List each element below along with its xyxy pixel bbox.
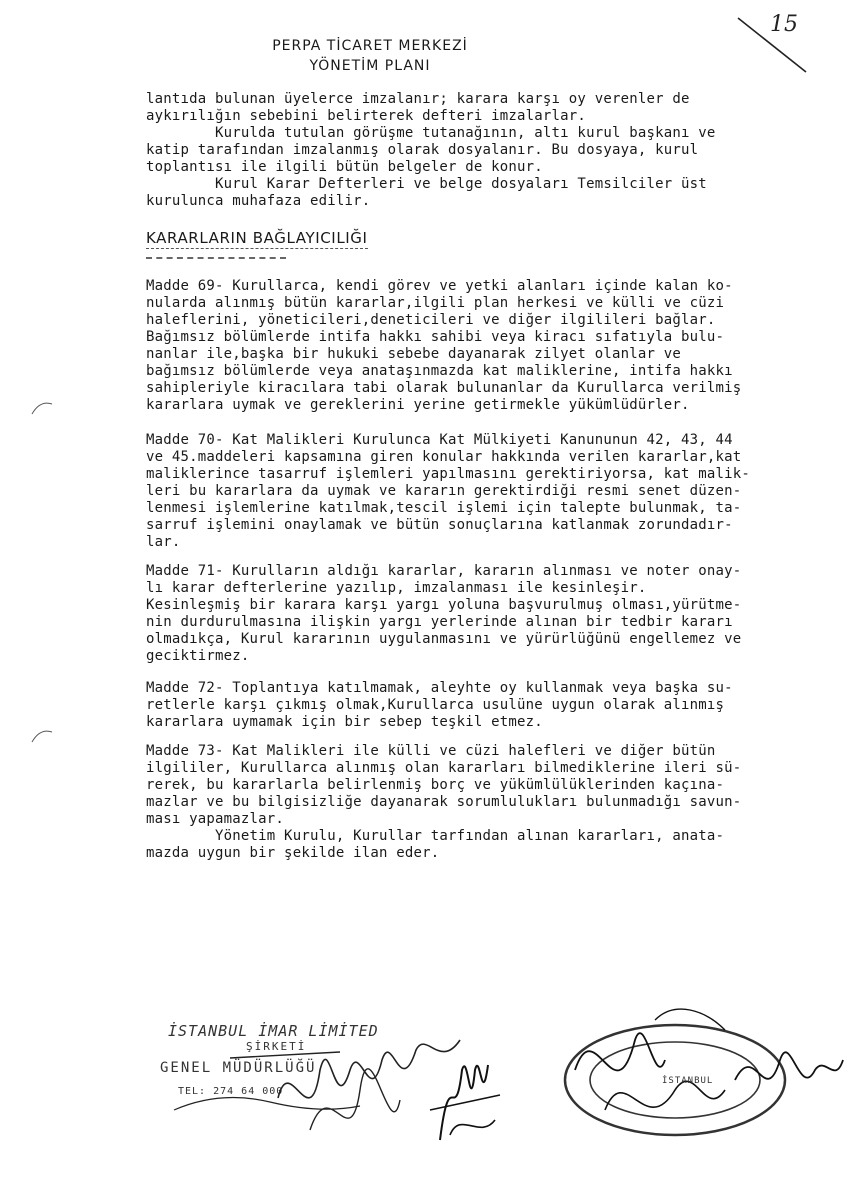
article-70: Madde 70- Kat Malikleri Kurulunca Kat Mülkiyeti Kanununun 42, 43, 44 ve 45.maddeleri kapsamına giren konular hakkında verilen kararlar,kat maliklerince tasarruf işlemleri yapılmasını gerektiriyorsa, kat malik- leri bu kararlara da uymak ve kararın gerektirdiği resmi senet düzen- lenmesi işlemlerine katılmak,tescil işlemi için talepte bulunmak, ta- sarruf işlemini onaylamak ve bütün sonuçlarına katlanmak zorundadır- lar. xyxy=(146,432,751,550)
document-header xyxy=(250,36,490,76)
stamp-line: GENEL MÜDÜRLÜĞÜ xyxy=(160,1060,317,1076)
punch-hole-mark xyxy=(30,726,54,746)
intro-paragraph: lantıda bulunan üyelerce imzalanır; karara karşı oy verenler de aykırılığın sebebini belirterek defteri imzalarlar. Kurulda tutulan görüşme tutanağının, altı kurul başkanı ve katip tarafından imzalanmış olarak dosyalanır. Bu dosyaya, kurul toplantısı ile ilgili bütün belgeler de konur. Kurul Karar Defterleri ve belge dosyaları Temsilciler üst kurulunca muhafaza edilir. xyxy=(146,91,716,209)
stamp-line: ŞİRKETİ xyxy=(246,1040,307,1053)
section-underline xyxy=(146,257,286,259)
header-subtitle: YÖNETİM PLANI xyxy=(309,58,431,74)
article-72: Madde 72- Toplantıya katılmamak, aleyhte oy kullanmak veya başka su- retlerle karşı çıkmış olmak,Kurullarca usulüne uygun olarak alınmış kararlara uymamak için bir sebep teşkil etmez. xyxy=(146,680,733,730)
header-title: PERPA TİCARET MERKEZİ xyxy=(272,38,468,54)
page-number: 15 xyxy=(770,12,798,37)
signature-middle xyxy=(420,1040,510,1150)
section-title: KARARLARIN BAĞLAYICILIĞI xyxy=(146,229,368,247)
article-69: Madde 69- Kurullarca, kendi görev ve yetki alanları içinde kalan ko- nularda alınmış bütün kararlar,ilgili plan herkesi ve külli ve cüzi haleflerini, yöneticileri,deneticileri ve diğer ilgilileri bağlar. Bağımsız bölümlerde intifa hakkı sahibi veya kiracı sıfatıyla bulu- nanlar ile,başka bir hukuki sebebe dayanarak zilyet olanlar ve bağımsız bölümlerde veya anataşınmazda kat maliklerine, intifa hakkı sahipleriyle kiracılara tabi olarak bulunanlar da Kurullarca verilmiş kararlara uymak ve gereklerini yerine getirmekle yükümlüdürler. xyxy=(146,278,742,413)
stamp-line: İSTANBUL İMAR LİMİTED xyxy=(168,1022,379,1040)
article-71: Madde 71- Kurulların aldığı kararlar, kararın alınması ve noter onay- lı karar defterlerine yazılıp, imzalanması ile kesinleşir. Kesinleşmiş bir karara karşı yargı yoluna başvurulmuş olması,yürütme- nin durdurulmasına ilişkin yargı yerlerinde alınan bir tedbir kararı olmadıkça, Kurul kararının uygulanmasını ve yürürlüğünü engellemez ve geciktirmez. xyxy=(146,563,742,664)
punch-hole-mark xyxy=(30,398,54,418)
article-73: Madde 73- Kat Malikleri ile külli ve cüzi halefleri ve diğer bütün ilgililer, Kurullarca alınmış olan kararları bilmediklerine ileri sü- rerek, bu kararlarla belirlenmiş borç ve yükümlülüklerinden kaçına- mazlar ve bu bilgisizliğe dayanarak sorumlulukları bulunmadığı savun- ması yapamazlar. Yönetim Kurulu, Kurullar tarfından alınan kararları, anata- mazda uygun bir şekilde ilan eder. xyxy=(146,743,742,861)
stamp-line: TEL: 274 64 000 xyxy=(178,1086,284,1097)
stamp-text: İSTANBUL xyxy=(662,1076,714,1086)
